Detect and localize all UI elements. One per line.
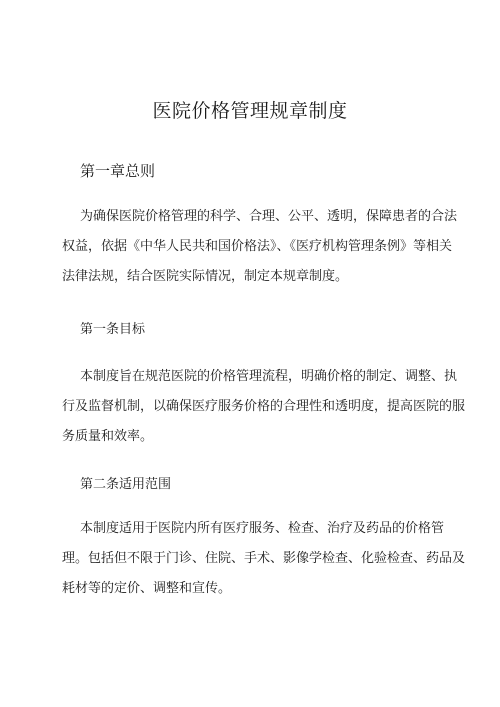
paragraph-line: 权益，依据《中华人民共和国价格法》、《医疗机构管理条例》等相关 bbox=[62, 239, 453, 254]
section-heading-scope: 第二条适用范围 bbox=[80, 477, 172, 492]
chapter-heading: 第一章总则 bbox=[80, 162, 156, 180]
paragraph-line: 耗材等的定价、调整和宣传。 bbox=[62, 581, 232, 596]
section-paragraph-goal bbox=[62, 362, 466, 452]
paragraph-line: 本制度旨在规范医院的价格管理流程，明确价格的制定、调整、执 bbox=[80, 369, 458, 384]
section-heading-goal: 第一条目标 bbox=[80, 322, 146, 337]
paragraph-line: 为确保医院价格管理的科学、合理、公平、透明，保障患者的合法 bbox=[80, 209, 458, 224]
paragraph-line: 行及监督机制，以确保医疗服务价格的合理性和透明度，提高医院的服 bbox=[62, 399, 466, 414]
section-paragraph-scope bbox=[62, 514, 466, 604]
chapter-paragraph bbox=[62, 202, 462, 292]
paragraph-line: 法律法规，结合医院实际情况，制定本规章制度。 bbox=[62, 269, 349, 284]
document-title: 医院价格管理规章制度 bbox=[152, 100, 348, 122]
paragraph-line: 理。包括但不限于门诊、住院、手术、影像学检查、化验检查、药品及 bbox=[62, 551, 466, 566]
paragraph-line: 务质量和效率。 bbox=[62, 429, 154, 444]
paragraph-line: 本制度适用于医院内所有医疗服务、检查、治疗及药品的价格管 bbox=[80, 521, 445, 536]
